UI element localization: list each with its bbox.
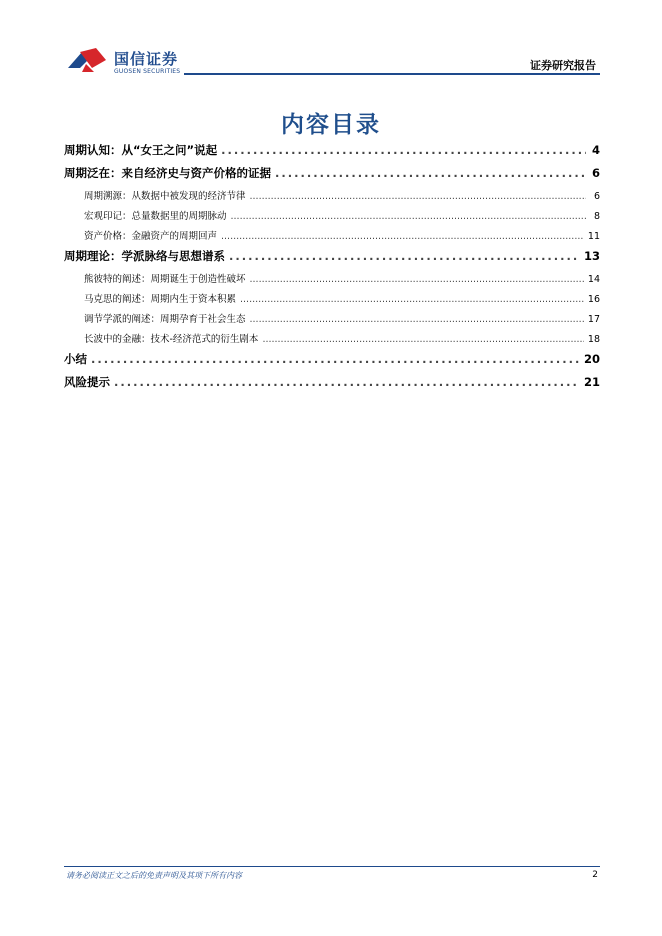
toc-entry-level2[interactable]	[64, 331, 600, 351]
toc-entry-level1[interactable]	[64, 142, 600, 165]
toc-leader-dots	[231, 211, 586, 222]
toc-entry-page: 21	[583, 375, 600, 389]
toc-entry-page: 20	[583, 352, 600, 366]
report-type-label: 证券研究报告	[530, 59, 596, 72]
header-divider	[184, 73, 600, 75]
logo-english-name: GUOSEN SECURITIES	[114, 68, 181, 75]
toc-entry-level1[interactable]	[64, 374, 600, 397]
toc-entry-level2[interactable]	[64, 188, 600, 208]
footer-disclaimer: 请务必阅读正文之后的免责声明及其项下所有内容	[66, 871, 242, 880]
toc-entry-page: 6	[591, 166, 600, 180]
toc-entry-text: 宏观印记：总量数据里的周期脉动	[84, 211, 227, 222]
toc-leader-dots	[229, 249, 580, 263]
toc-leader-dots	[250, 274, 584, 285]
toc-leader-dots	[250, 191, 586, 202]
toc-title: 内容目录	[281, 112, 381, 138]
toc-entry-level2[interactable]	[64, 311, 600, 331]
footer-page-number: 2	[592, 870, 598, 880]
toc-entry-page: 17	[587, 314, 600, 325]
toc-leader-dots	[221, 143, 586, 157]
toc-leader-dots	[221, 231, 584, 242]
toc-leader-dots	[240, 294, 584, 305]
toc-entry-text: 风险提示	[64, 375, 110, 389]
toc-entry-level2[interactable]	[64, 271, 600, 291]
toc-leader-dots	[275, 166, 586, 180]
toc-entry-text: 小结	[64, 352, 87, 366]
toc-entry-page: 18	[587, 334, 600, 345]
toc-entry-text: 周期认知：从“女王之问”说起	[64, 143, 218, 157]
toc-leader-dots	[114, 375, 580, 389]
toc-entry-page: 14	[587, 274, 600, 285]
guosen-logo-icon	[66, 46, 110, 76]
toc-entry-text: 资产价格：金融资产的周期回声	[84, 231, 218, 242]
footer-divider	[64, 866, 600, 867]
toc-leader-dots	[262, 334, 583, 345]
logo-chinese-name: 国信证券	[114, 50, 179, 68]
toc-entry-page: 6	[593, 191, 600, 202]
toc-entry-page: 8	[593, 211, 600, 222]
toc-entry-page: 4	[591, 143, 600, 157]
toc-entry-text: 熊彼特的阐述：周期诞生于创造性破坏	[84, 274, 246, 285]
toc-leader-dots	[91, 352, 580, 366]
toc-entry-text: 长波中的金融：技术-经济范式的衍生剧本	[84, 334, 259, 345]
toc-entry-text: 周期泛在：来自经济史与资产价格的证据	[64, 166, 271, 180]
toc-entry-page: 13	[583, 249, 600, 263]
toc-entry-level2[interactable]	[64, 291, 600, 311]
toc-entry-text: 周期溯源：从数据中被发现的经济节律	[84, 191, 246, 202]
toc-entry-level2[interactable]	[64, 228, 600, 248]
toc-entry-level2[interactable]	[64, 208, 600, 228]
toc-entry-level1[interactable]	[64, 351, 600, 374]
toc-leader-dots	[250, 314, 584, 325]
toc-entry-page: 11	[587, 231, 600, 242]
toc-entry-text: 调节学派的阐述：周期孕育于社会生态	[84, 314, 246, 325]
toc-entry-page: 16	[587, 294, 600, 305]
toc-entry-level1[interactable]	[64, 165, 600, 188]
company-logo	[66, 46, 186, 78]
table-of-contents	[64, 142, 600, 397]
page-header	[0, 0, 662, 80]
toc-entry-text: 周期理论：学派脉络与思想谱系	[64, 249, 225, 263]
toc-entry-level1[interactable]	[64, 248, 600, 271]
toc-entry-text: 马克思的阐述：周期内生于资本积累	[84, 294, 237, 305]
